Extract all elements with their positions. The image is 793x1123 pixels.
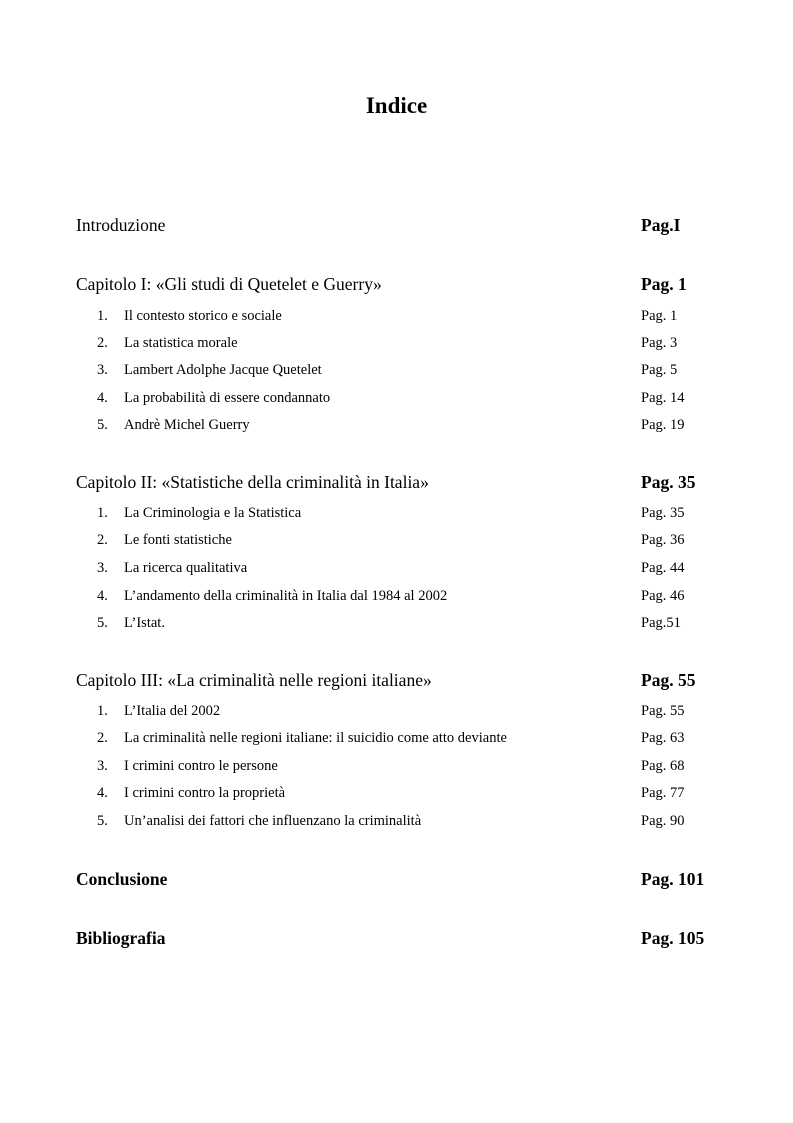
toc-section-page: Pag. 5	[641, 362, 678, 378]
toc-section-page: Pag. 35	[641, 505, 685, 521]
toc-section[interactable]	[0, 558, 793, 580]
toc-section-number: 2.	[97, 730, 108, 746]
toc-entry-bibliografia[interactable]	[0, 928, 793, 950]
toc-section-label: Le fonti statistiche	[124, 532, 232, 548]
toc-section-label: Il contesto storico e sociale	[124, 308, 282, 324]
toc-section-label: Andrè Michel Guerry	[124, 417, 250, 433]
toc-section-page: Pag. 19	[641, 417, 685, 433]
toc-section-page: Pag. 44	[641, 560, 685, 576]
toc-section-page: Pag. 46	[641, 588, 685, 604]
toc-section-number: 1.	[97, 308, 108, 324]
toc-section-label: La criminalità nelle regioni italiane: il suicidio come atto deviante	[124, 730, 507, 746]
toc-chapter-page: Pag. 35	[641, 472, 696, 492]
toc-section-label: La ricerca qualitativa	[124, 560, 248, 576]
toc-section-label: La Criminologia e la Statistica	[124, 505, 302, 521]
toc-chapter-2[interactable]	[0, 472, 793, 494]
toc-section-number: 1.	[97, 703, 108, 719]
toc-section[interactable]	[0, 415, 793, 437]
toc-entry-introduzione[interactable]	[0, 215, 793, 237]
toc-chapter-3[interactable]	[0, 670, 793, 692]
toc-section-number: 5.	[97, 417, 108, 433]
toc-entry-label: Conclusione	[76, 869, 168, 889]
toc-section-page: Pag. 55	[641, 703, 685, 719]
toc-section-label: L’Italia del 2002	[124, 703, 221, 719]
toc-section[interactable]	[0, 613, 793, 635]
toc-entry-page: Pag. 101	[641, 869, 705, 889]
toc-section-label: L’andamento della criminalità in Italia dal 1984 al 2002	[124, 588, 448, 604]
toc-entry-page: Pag. 105	[641, 928, 705, 948]
toc-section[interactable]	[0, 756, 793, 778]
toc-section-number: 4.	[97, 785, 108, 801]
toc-chapter-label: Capitolo I: «Gli studi di Quetelet e Guerry»	[76, 274, 382, 294]
toc-section[interactable]	[0, 360, 793, 382]
toc-section-label: I crimini contro la proprietà	[124, 785, 286, 801]
toc-section[interactable]	[0, 783, 793, 805]
toc-entry-page: Pag.I	[641, 215, 681, 235]
toc-section[interactable]	[0, 333, 793, 355]
toc-section-number: 2.	[97, 532, 108, 548]
toc-section-page: Pag. 90	[641, 813, 685, 829]
toc-section-page: Pag. 68	[641, 758, 685, 774]
toc-section-page: Pag. 63	[641, 730, 685, 746]
toc-section[interactable]	[0, 728, 793, 750]
toc-section-number: 5.	[97, 813, 108, 829]
toc-section-number: 4.	[97, 588, 108, 604]
toc-section-number: 2.	[97, 335, 108, 351]
toc-section-page: Pag. 14	[641, 390, 685, 406]
toc-section-number: 3.	[97, 362, 108, 378]
toc-section[interactable]	[0, 503, 793, 525]
toc-chapter-label: Capitolo II: «Statistiche della criminalità in Italia»	[76, 472, 429, 492]
toc-section-label: Un’analisi dei fattori che influenzano la criminalità	[124, 813, 422, 829]
toc-section[interactable]	[0, 811, 793, 833]
toc-section[interactable]	[0, 306, 793, 328]
toc-chapter-1[interactable]	[0, 274, 793, 296]
toc-section-number: 3.	[97, 758, 108, 774]
toc-section[interactable]	[0, 530, 793, 552]
page-title: Indice	[365, 93, 428, 118]
toc-section-number: 5.	[97, 615, 108, 631]
toc-section-page: Pag. 1	[641, 308, 678, 324]
toc-chapter-label: Capitolo III: «La criminalità nelle regioni italiane»	[76, 670, 432, 690]
toc-section-label: Lambert Adolphe Jacque Quetelet	[124, 362, 322, 378]
toc-section[interactable]	[0, 701, 793, 723]
toc-section-page: Pag. 77	[641, 785, 685, 801]
toc-section-page: Pag. 3	[641, 335, 678, 351]
toc-entry-label: Bibliografia	[76, 928, 166, 948]
toc-section-number: 4.	[97, 390, 108, 406]
toc-section-number: 1.	[97, 505, 108, 521]
toc-entry-label: Introduzione	[76, 215, 166, 235]
toc-entry-conclusione[interactable]	[0, 869, 793, 891]
toc-section-label: I crimini contro le persone	[124, 758, 278, 774]
toc-chapter-page: Pag. 1	[641, 274, 687, 294]
toc-section[interactable]	[0, 388, 793, 410]
toc-section[interactable]	[0, 586, 793, 608]
toc-section-number: 3.	[97, 560, 108, 576]
toc-chapter-page: Pag. 55	[641, 670, 696, 690]
toc-section-label: La probabilità di essere condannato	[124, 390, 331, 406]
toc-section-page: Pag.51	[641, 615, 681, 631]
toc-section-page: Pag. 36	[641, 532, 685, 548]
toc-section-label: L’Istat.	[124, 615, 165, 631]
toc-section-label: La statistica morale	[124, 335, 238, 351]
